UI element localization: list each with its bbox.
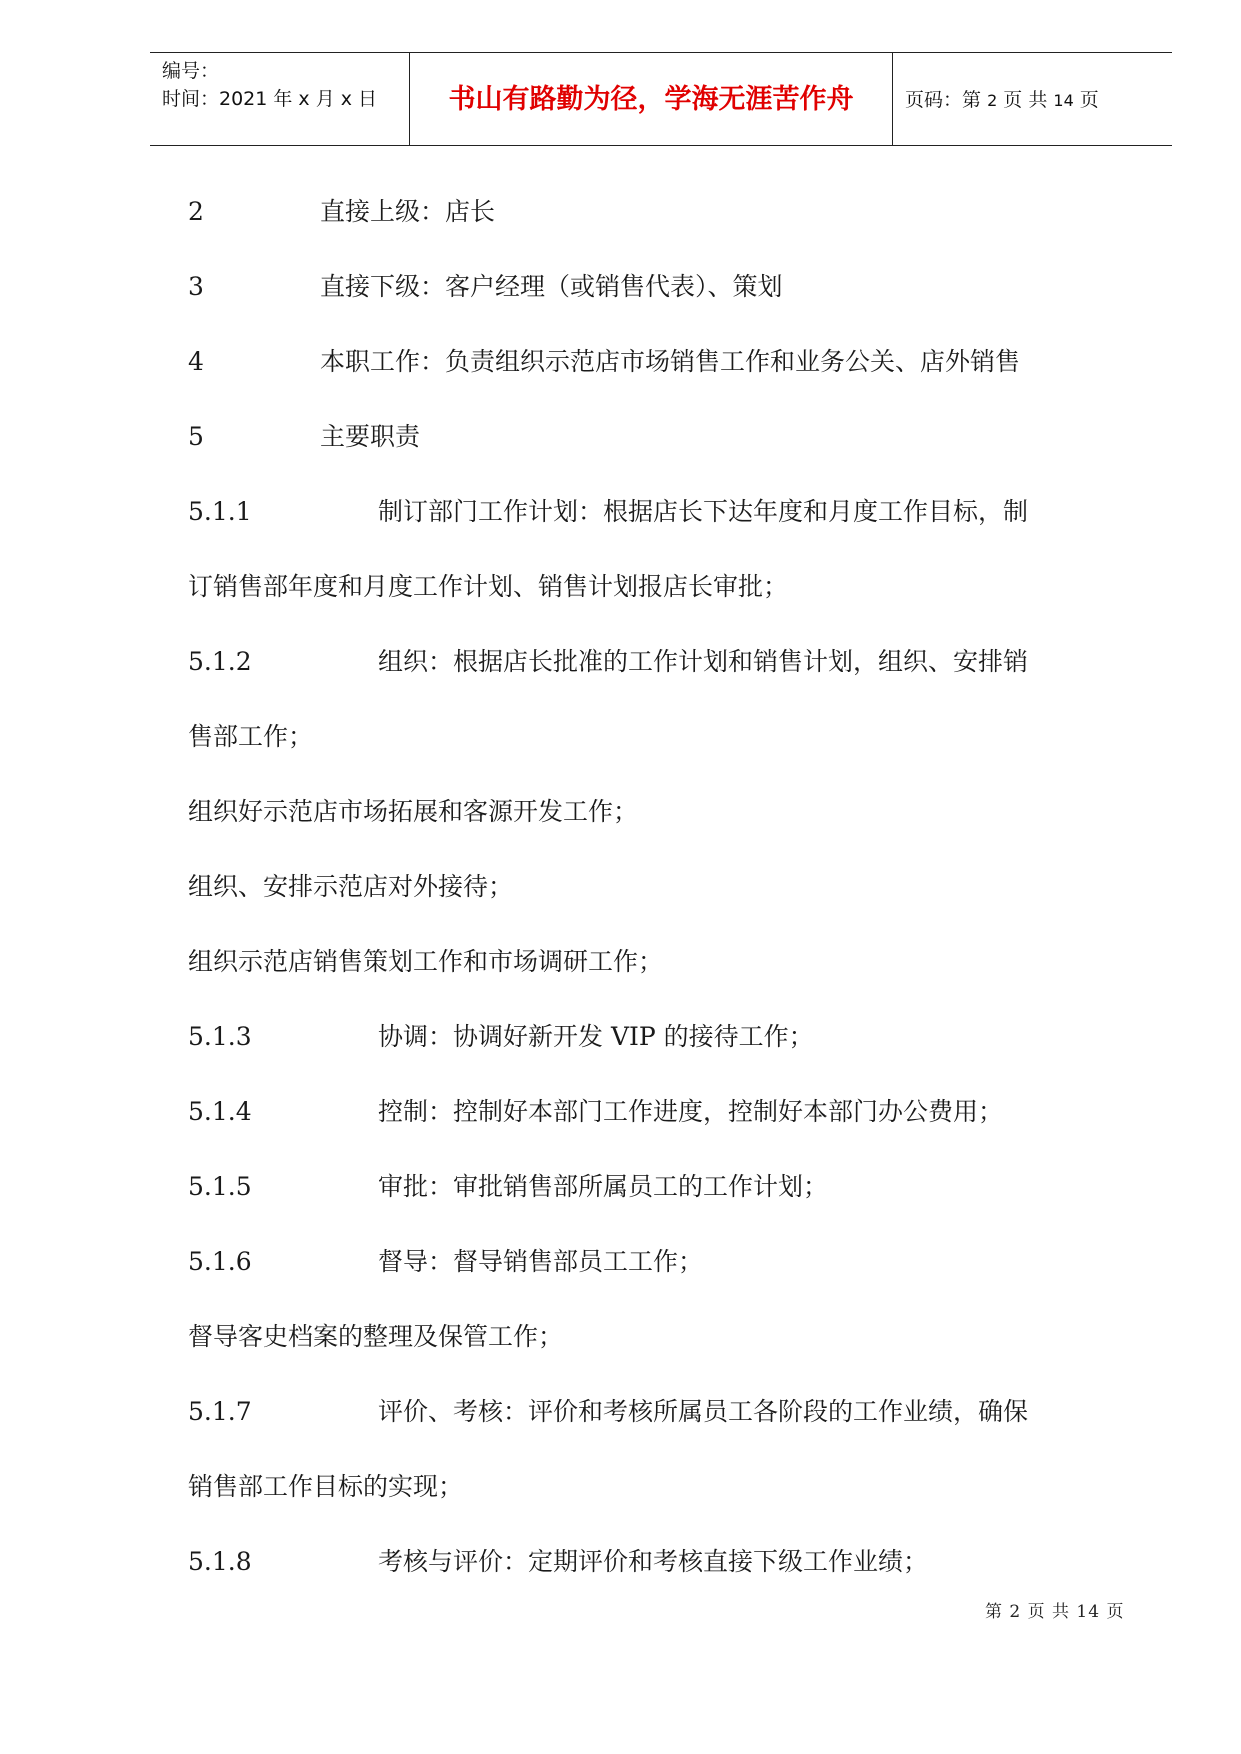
line-number: 5.1.4 (188, 1097, 252, 1126)
header-info (162, 57, 377, 113)
line-text: 控制：控制好本部门工作进度，控制好本部门办公费用； (378, 1097, 1004, 1126)
page-suffix: 页 (1079, 89, 1099, 111)
line-text: 组织：根据店长批准的工作计划和销售计划，组织、安排销 (378, 647, 1029, 676)
header-motto: 书山有路勤为径，学海无涯苦作舟 (448, 84, 854, 115)
line-number: 5 (188, 422, 204, 451)
number-label: 编号： (162, 60, 220, 82)
line-number: 3 (188, 272, 204, 301)
line-text: 组织好示范店市场拓展和客源开发工作； (188, 797, 639, 826)
line-text: 制订部门工作计划：根据店长下达年度和月度工作目标，制 (378, 497, 1029, 526)
header-divider-right (892, 53, 893, 145)
line-text: 组织示范店销售策划工作和市场调研工作； (188, 947, 664, 976)
line-text: 订销售部年度和月度工作计划、销售计划报店长审批； (188, 572, 789, 601)
page-total: 14 (1053, 91, 1074, 110)
line-text: 评价、考核：评价和考核所属员工各阶段的工作业绩，确保 (378, 1397, 1029, 1426)
line-text: 审批：审批销售部所属员工的工作计划； (378, 1172, 829, 1201)
line-text: 销售部工作目标的实现； (188, 1472, 464, 1501)
line-text: 本职工作：负责组织示范店市场销售工作和业务公关、店外销售 (320, 347, 1021, 376)
line-number: 5.1.1 (188, 497, 252, 526)
line-text: 组织、安排示范店对外接待； (188, 872, 514, 901)
header-page-number (905, 86, 1099, 115)
line-number: 4 (188, 347, 204, 376)
line-number: 5.1.6 (188, 1247, 252, 1276)
line-text: 督导：督导销售部员工工作； (378, 1247, 704, 1276)
header-divider-left (409, 53, 410, 145)
line-number: 5.1.2 (188, 647, 252, 676)
line-text: 直接上级：店长 (320, 197, 496, 226)
line-number: 5.1.3 (188, 1022, 252, 1051)
line-number: 2 (188, 197, 204, 226)
line-text: 主要职责 (320, 422, 421, 451)
page-footer: 第 2 页 共 14 页 (985, 1602, 1125, 1622)
line-text: 督导客史档案的整理及保管工作； (188, 1322, 564, 1351)
page-prefix: 页码：第 (905, 89, 982, 111)
line-text: 直接下级：客户经理（或销售代表）、策划 (320, 272, 783, 301)
line-number: 5.1.5 (188, 1172, 252, 1201)
line-text: 协调：协调好新开发 VIP 的接待工作； (378, 1022, 814, 1051)
line-number: 5.1.7 (188, 1397, 252, 1426)
page-mid: 页 共 (1003, 89, 1048, 111)
page-current: 2 (987, 91, 998, 110)
line-number: 5.1.8 (188, 1547, 252, 1576)
line-text: 考核与评价：定期评价和考核直接下级工作业绩； (378, 1547, 929, 1576)
time-label: 时间：2021 年 x 月 x 日 (162, 88, 378, 110)
line-text: 售部工作； (188, 722, 314, 751)
page-header (150, 52, 1172, 146)
